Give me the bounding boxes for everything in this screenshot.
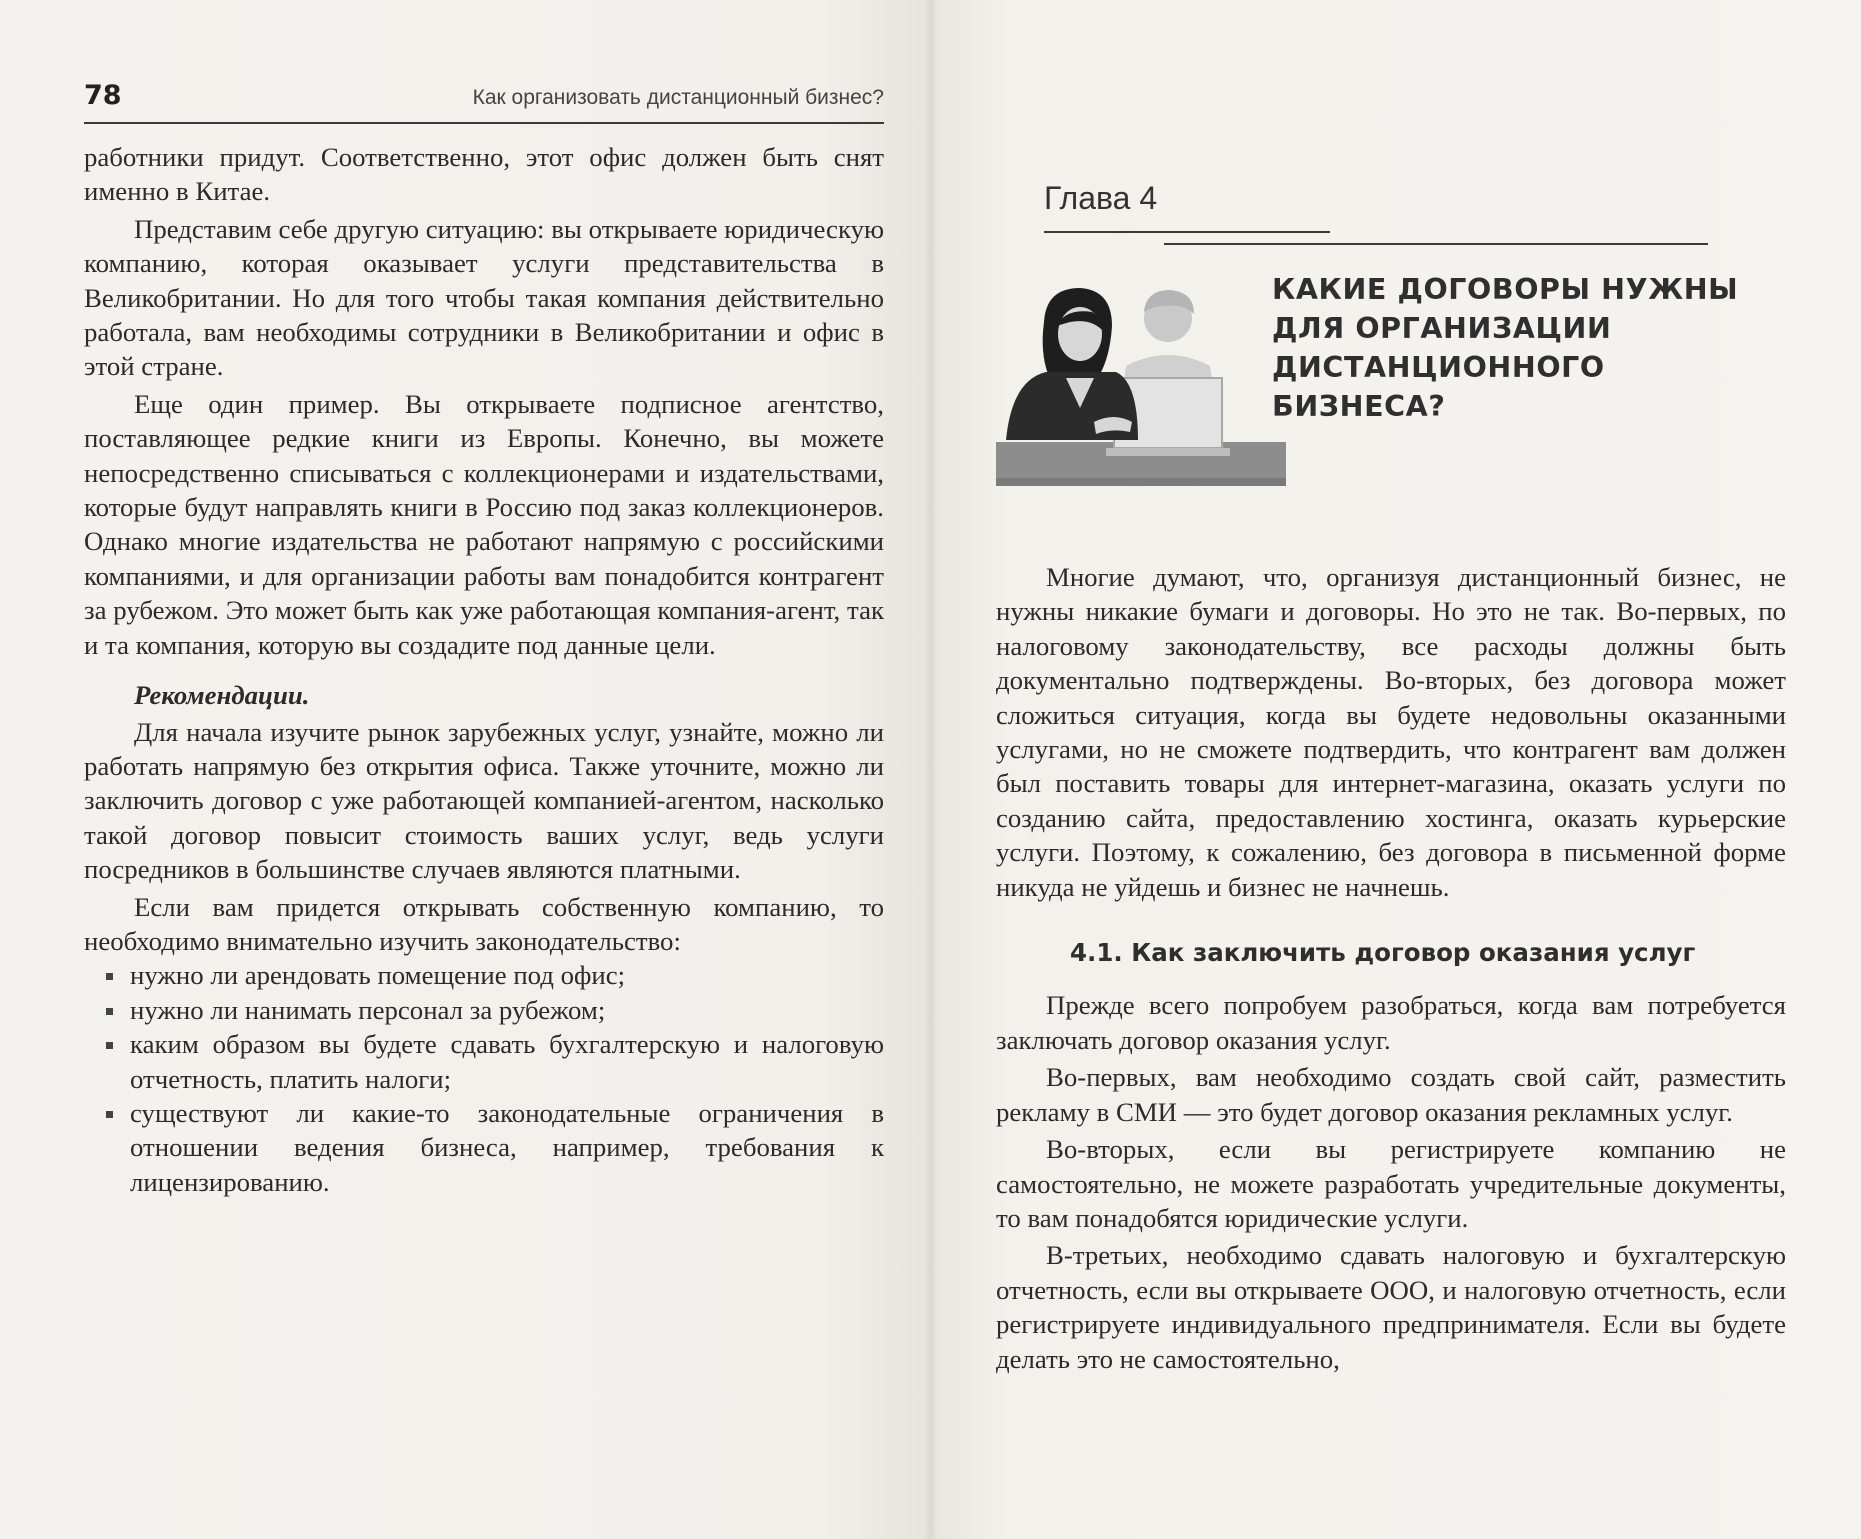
page-number: 78 xyxy=(84,80,122,111)
bullet-icon xyxy=(106,1008,113,1015)
paragraph: Во-вторых, если вы регистрируете компанию не самостоятельно, не можете разработать учредительные документы, то вам понадобятся юридические услуги. xyxy=(996,1134,1786,1233)
paragraph: Еще один пример. Вы открываете подписное агентство, поставляющее редкие книги из Европы. Конечно, вы можете непосредственно списываться с коллекционерами и издательствами, которые будут направлять книги в Россию под заказ коллекционеров. Однако многие издательства не работают напрямую с российскими компаниями, и для организации работы вам понадобится контрагент за рубежом. Это может быть как уже работающая компания-агент, так и та компания, которую вы создадите под данные цели. xyxy=(84,388,884,660)
chapter-label: Глава 4 xyxy=(1044,180,1158,216)
running-header xyxy=(84,80,884,124)
chapter-rule xyxy=(1044,231,1330,233)
recommendations-label: Рекомендации. xyxy=(134,680,310,711)
paragraph: В-третьих, необходимо сдавать налоговую и бухгалтерскую отчетность, если вы открываете ООО, и налоговую отчетность, если регистрируете индивидуального предпринимателя. Если вы будете делать это не самостоятельно, xyxy=(996,1240,1786,1374)
paragraph: Представим себе другую ситуацию: вы открываете юридическую компанию, которая оказывает услуги представительства в Великобритании. Но для того чтобы такая компания действительно работала, вам необходимы сотрудники в Великобритании и офис в этой стране. xyxy=(84,213,884,382)
bullet-icon xyxy=(106,1111,113,1118)
chapter-title-line: КАКИЕ ДОГОВОРЫ НУЖНЫ xyxy=(1272,273,1739,306)
section-heading: 4.1. Как заключить договор оказания услуг xyxy=(1070,938,1696,968)
list-item xyxy=(84,1027,884,1096)
chapter-title-line: ДИСТАНЦИОННОГО БИЗНЕСА? xyxy=(1272,351,1605,423)
bullet-icon xyxy=(106,973,113,980)
running-title: Как организовать дистанционный бизнес? xyxy=(472,86,884,109)
two-people-at-laptop-illustration xyxy=(996,282,1286,492)
list-item xyxy=(84,993,884,1027)
chapter-title xyxy=(1272,270,1772,426)
list-item xyxy=(84,958,884,992)
paragraph: Для начала изучите рынок зарубежных услуг, узнайте, можно ли работать напрямую без открытия офиса. Также уточните, можно ли заключить договор с уже работающей компанией-агентом, насколько такой договор повысит стоимость ваших услуг, ведь услуги посредников в большинстве случаев являются платными. xyxy=(84,716,884,885)
list-item xyxy=(84,1096,884,1199)
left-text-column xyxy=(84,140,884,1199)
right-text-column xyxy=(996,560,1786,1376)
book-gutter xyxy=(925,0,937,1539)
list-item-text: нужно ли арендовать помещение под офис; xyxy=(130,960,626,991)
list-item-text: каким образом вы будете сдавать бухгалтерскую и налоговую отчетность, платить налоги; xyxy=(130,1029,884,1094)
bullet-icon xyxy=(106,1042,113,1049)
chapter-title-line: ДЛЯ ОРГАНИЗАЦИИ xyxy=(1272,312,1612,345)
paragraph: Многие думают, что, организуя дистанционный бизнес, не нужны никакие бумаги и договоры. Но это не так. Во-первых, по налоговому законодательству, все расходы должны быть документально подтверждены. Во-вторых, без договора может сложиться ситуация, когда вы будете недовольны оказанными услугами, но не сможете подтвердить, что контрагент вам должен был поставить товары для интернет-магазина, оказать услуги по созданию сайта, предоставлению хостинга, оказать курьерские услуги. Поэтому, к сожалению, без договора в письменной форме никуда не уйдешь и бизнес не начнешь. xyxy=(996,562,1786,902)
chapter-rule xyxy=(1164,243,1708,245)
bullet-list xyxy=(84,958,884,1199)
paragraph: работники придут. Соответственно, этот офис должен быть снят именно в Китае. xyxy=(84,142,884,207)
paragraph: Прежде всего попробуем разобраться, когда вам потребуется заключать договор оказания услуг. xyxy=(996,990,1786,1055)
list-item-text: нужно ли нанимать персонал за рубежом; xyxy=(130,994,606,1025)
paragraph: Если вам придется открывать собственную компанию, то необходимо внимательно изучить законодательство: xyxy=(84,891,884,956)
paragraph: Во-первых, вам необходимо создать свой сайт, разместить рекламу в СМИ — это будет договор оказания рекламных услуг. xyxy=(996,1062,1786,1127)
list-item-text: существуют ли какие-то законодательные ограничения в отношении ведения бизнеса, например, требования к лицензированию. xyxy=(130,1097,884,1197)
